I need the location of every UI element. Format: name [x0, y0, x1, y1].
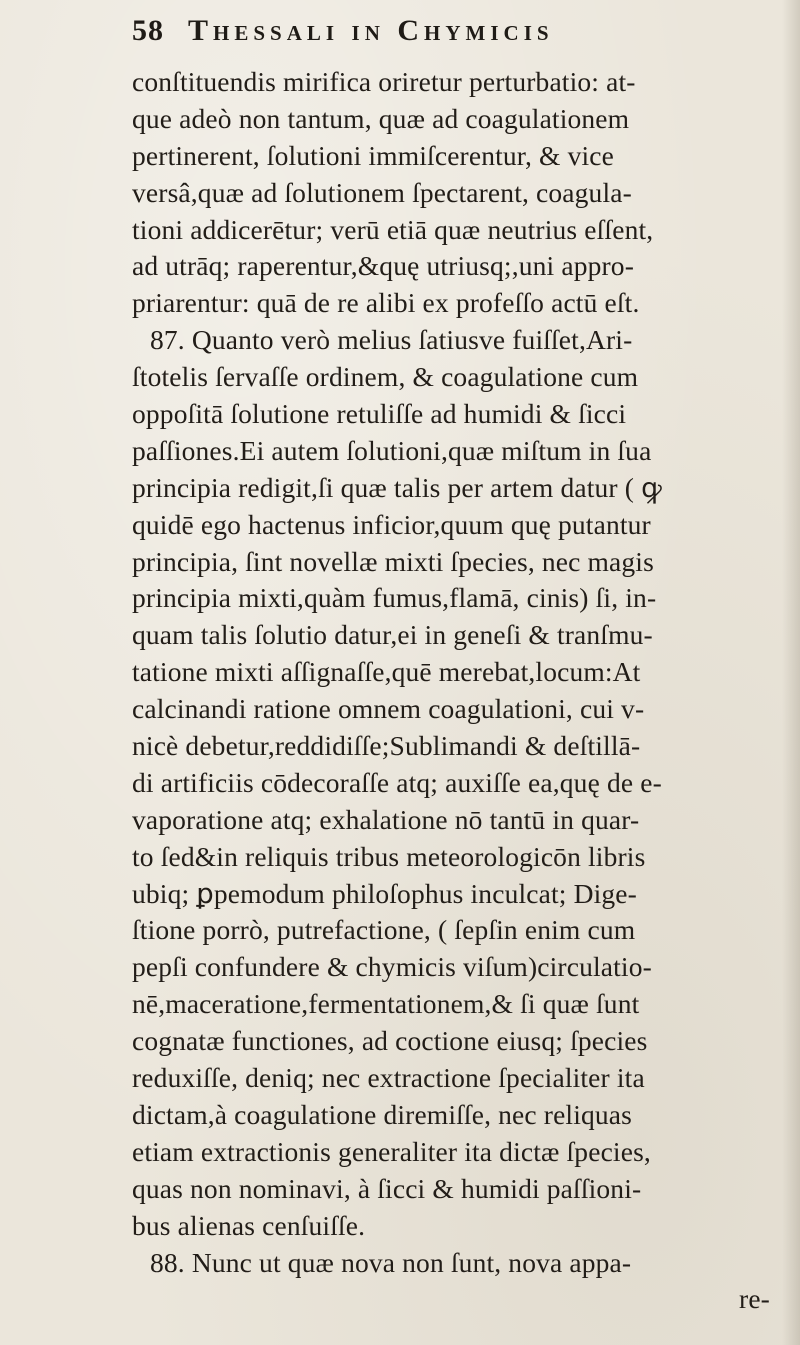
- paragraph-87-start: 87. Quanto verò melius ſatiusve fuiſſet,Ari-: [150, 324, 633, 356]
- catchword: re-: [739, 1283, 770, 1315]
- text-line: quam talis ſolutio datur,ei in geneſi & tranſmu-: [132, 619, 653, 651]
- text-line: principia mixti,quàm fumus,flamā, cinis) ſi, in-: [132, 582, 657, 614]
- text-line: oppoſitā ſolutione retuliſſe ad humidi & ſicci: [132, 398, 627, 430]
- text-line: priarentur: quā de re alibi ex profeſſo actū eſt.: [132, 287, 640, 319]
- text-line: etiam extractionis generaliter ita dictæ ſpecies,: [132, 1135, 651, 1167]
- text-line: paſſiones.Ei autem ſolutioni,quæ miſtum in ſua: [132, 434, 652, 466]
- text-line: ſtotelis ſervaſſe ordinem, & coagulatione cum: [132, 361, 639, 393]
- page-number: 58: [132, 14, 164, 47]
- text-line: tioni addicerētur; verū etiā quæ neutrius eſſent,: [132, 213, 654, 245]
- text-line: dictam,à coagulatione diremiſſe, nec reliquas: [132, 1098, 633, 1130]
- text-line: principia, ſint novellæ mixti ſpecies, nec magis: [132, 545, 654, 577]
- running-title: Thessali in Chymicis: [188, 14, 554, 47]
- body-text: [132, 64, 792, 1318]
- text-line: quidē ego hactenus inficior,quum quę putantur: [132, 508, 651, 540]
- text-line: que adeò non tantum, quæ ad coagulationem: [132, 102, 630, 134]
- paragraph-88-start: 88. Nunc ut quæ nova non ſunt, nova appa-: [150, 1246, 632, 1278]
- text-line: bus alienas cenſuiſſe.: [132, 1209, 366, 1241]
- text-line: tatione mixti aſſignaſſe,quē merebat,locum:At: [132, 656, 641, 688]
- text-line: quas non nominavi, à ſicci & humidi paſſioni-: [132, 1172, 642, 1204]
- text-line: cognatæ functiones, ad coctione eiusq; ſpecies: [132, 1025, 648, 1057]
- text-line: ad utrāq; raperentur,&quę utriusq;,uni appro-: [132, 250, 635, 282]
- text-line: nē,maceratione,fermentationem,& ſi quæ ſunt: [132, 988, 640, 1020]
- text-line: principia redigit,ſi quæ talis per artem datur ( ꝙ: [132, 471, 662, 503]
- text-line: vaporatione atq; exhalatione nō tantū in quar-: [132, 803, 640, 835]
- text-line: conſtituendis mirifica oriretur perturbatio: at-: [132, 66, 636, 97]
- text-line: di artificiis cōdecoraſſe atq; auxiſſe ea,quę de e-: [132, 766, 662, 798]
- text-line: pertinerent, ſolutioni immiſcerentur, & vice: [132, 139, 615, 171]
- text-line: nicè debetur,reddidiſſe;Sublimandi & deſtillā-: [132, 730, 641, 762]
- text-line: versâ,quæ ad ſolutionem ſpectarent, coagula-: [132, 176, 632, 208]
- text-line: to ſed&in reliquis tribus meteorologicōn libris: [132, 840, 646, 872]
- text-line: ubiq; ꝑpemodum philoſophus inculcat; Dige-: [132, 877, 637, 909]
- text-line: reduxiſſe, deniq; nec extractione ſpecialiter ita: [132, 1062, 645, 1094]
- text-line: calcinandi ratione omnem coagulationi, cui v-: [132, 693, 645, 725]
- running-head: [132, 14, 792, 58]
- text-line: pepſi confundere & chymicis viſum)circulatio-: [132, 951, 652, 983]
- text-line: ſtione porrò, putrefactione, ( ſepſin enim cum: [132, 914, 636, 946]
